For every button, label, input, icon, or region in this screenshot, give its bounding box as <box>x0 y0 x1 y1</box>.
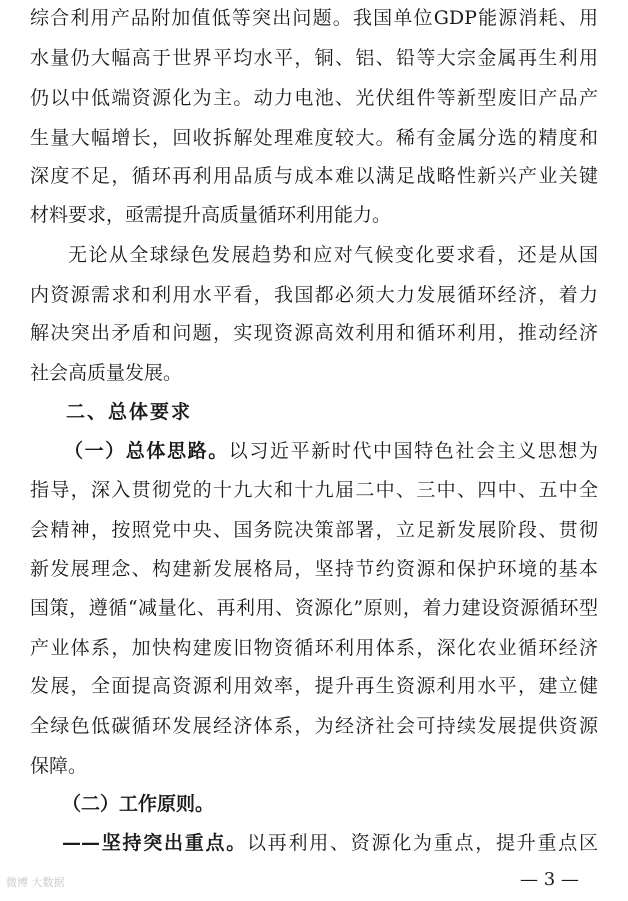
body-text-line: 水量仍大幅高于世界平均水平，铜、铝、铅等大宗金属再生利用 <box>30 47 598 69</box>
watermark: 微博 大数据 <box>6 876 65 889</box>
body-text-line: 无论从全球绿色发展趋势和应对气候变化要求看，还是从国 <box>68 244 598 266</box>
section-heading: 二、总体要求 <box>66 401 193 423</box>
body-text-line: 内资源需求和利用水平看，我国都必须大力发展循环经济，着力 <box>30 284 598 306</box>
body-text-line: 国策，遵循“减量化、再利用、资源化”原则，着力建设资源循环型 <box>30 597 598 619</box>
body-text-line: 发展，全面提高资源利用效率，提升再生资源利用水平，建立健 <box>30 675 598 697</box>
body-text-line: 指导，深入贯彻党的十九大和十九届二中、三中、四中、五中全 <box>30 479 598 501</box>
principle-lead: ——坚持突出重点。 <box>62 832 247 854</box>
body-text-line <box>64 439 598 463</box>
body-text-line: 解决突出矛盾和问题，实现资源高效利用和循环利用，推动经济 <box>30 322 598 344</box>
body-text-line: 综合利用产品附加值低等突出问题。我国单位GDP能源消耗、用 <box>30 7 598 29</box>
body-text-span: 以习近平新时代中国特色社会主义思想为 <box>228 440 598 462</box>
subsection-lead: （二）工作原则。 <box>62 793 215 815</box>
subsection-lead: （一）总体思路。 <box>64 440 229 462</box>
body-text-span: 以再利用、资源化为重点，提升重点区 <box>247 832 598 854</box>
body-text-line: 新发展理念、构建新发展格局，坚持节约资源和保护环境的基本 <box>30 558 598 580</box>
body-text-line: 保障。 <box>30 755 88 777</box>
body-text-line: 全绿色低碳循环发展经济体系，为经济社会可持续发展提供资源 <box>30 715 598 737</box>
body-text-line: 生量大幅增长，回收拆解处理难度较大。稀有金属分选的精度和 <box>30 127 598 149</box>
body-text-line: 产业体系，加快构建废旧物资循环利用体系，深化农业循环经济 <box>30 637 598 659</box>
body-text-line: 材料要求，亟需提升高质量循环利用能力。 <box>30 204 392 226</box>
body-text-line: 社会高质量发展。 <box>30 362 183 384</box>
body-text-line: 会精神，按照党中央、国务院决策部署，立足新发展阶段、贯彻 <box>30 519 598 541</box>
body-text-line <box>62 792 362 816</box>
body-text-line: 深度不足，循环再利用品质与成本难以满足战略性新兴产业关键 <box>30 165 598 187</box>
page-number: — 3 — <box>520 869 579 890</box>
body-text-line <box>62 831 598 855</box>
body-text-line: 仍以中低端资源化为主。动力电池、光伏组件等新型废旧产品产 <box>30 87 598 109</box>
